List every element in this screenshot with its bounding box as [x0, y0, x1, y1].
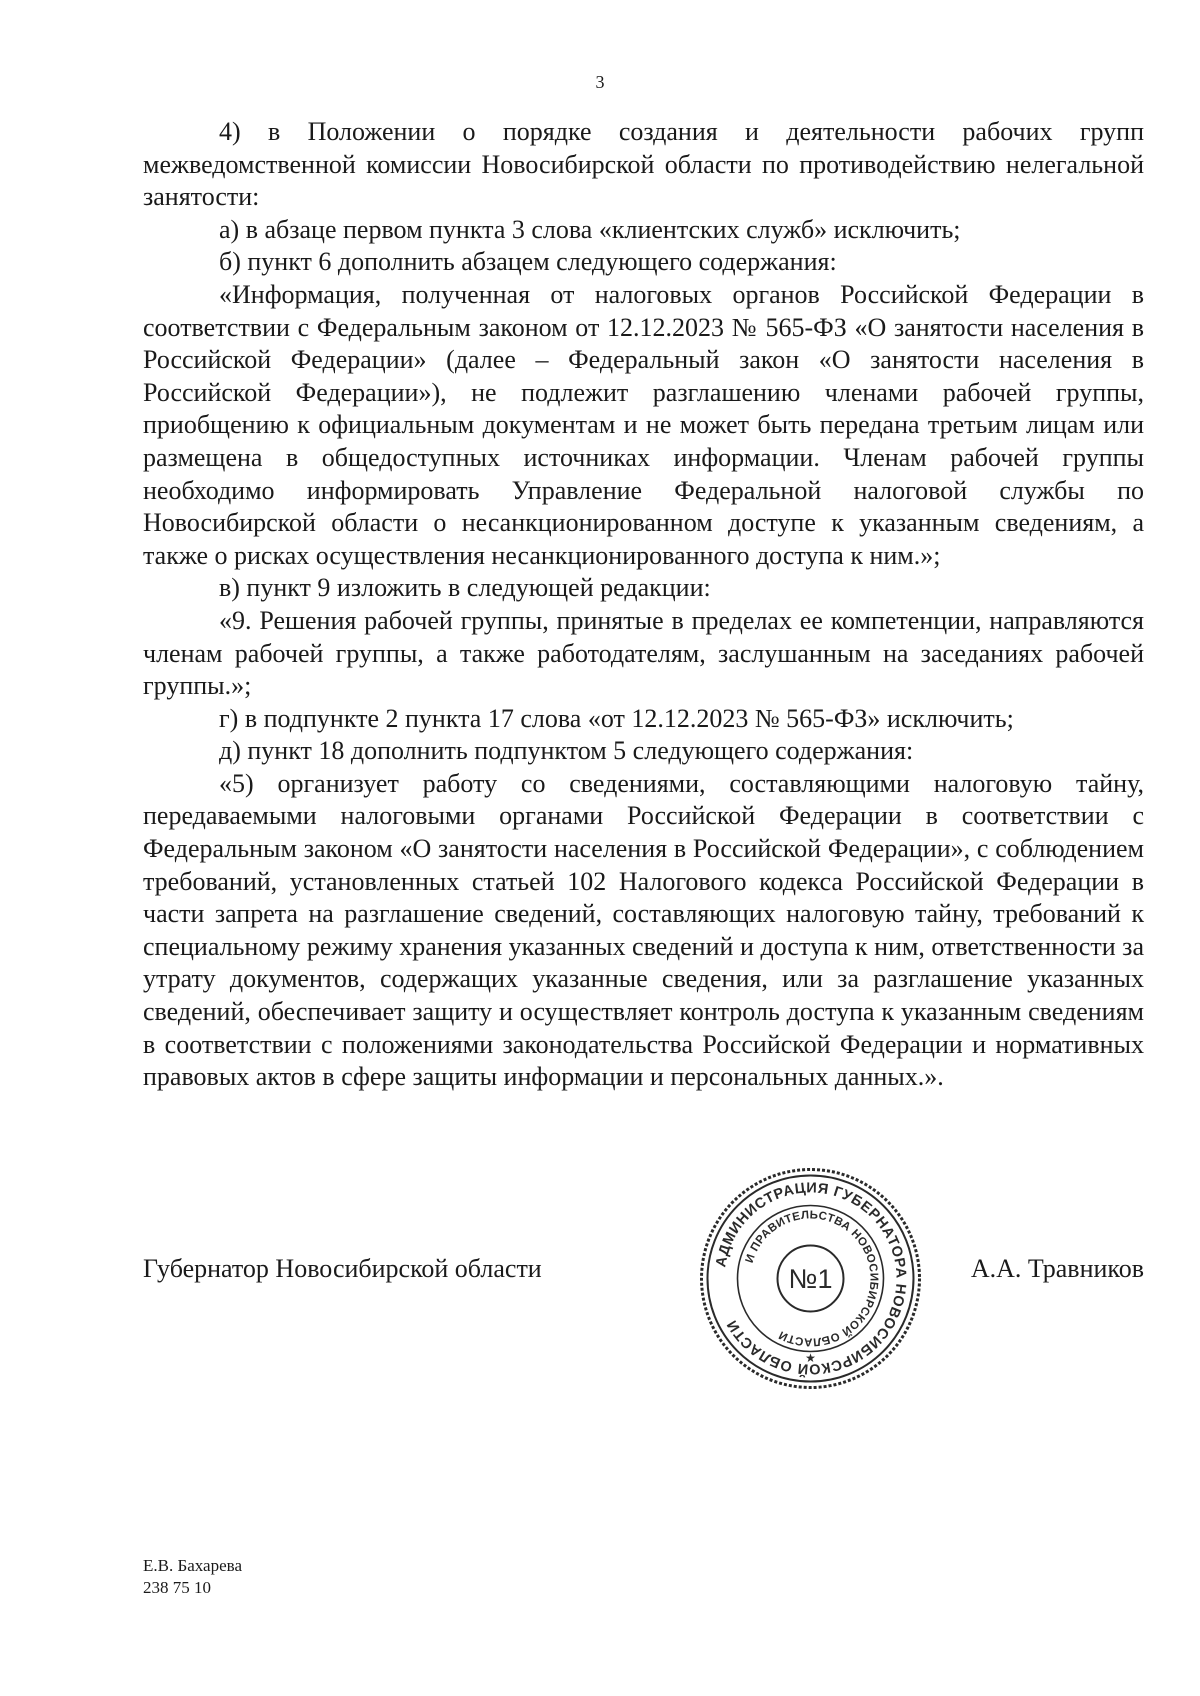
- seal-inner-text: И ПРАВИТЕЛЬСТВА НОВОСИБИРСКОЙ ОБЛАСТИ: [743, 1209, 880, 1348]
- paragraph-subitem-v: в) пункт 9 изложить в следующей редакции:: [219, 573, 711, 603]
- page-number: 3: [595, 72, 605, 92]
- executor-phone: 238 75 10: [143, 1578, 211, 1597]
- paragraph-item-4: 4) в Положении о порядке создания и деятельности рабочих групп межведомственной комиссии Новосибирской области по противодействию нелегальной занятости:: [143, 117, 1144, 212]
- seal-outer-text: АДМИНИСТРАЦИЯ ГУБЕРНАТОРА НОВОСИБИРСКОЙ ОБЛАСТИ: [713, 1180, 909, 1377]
- paragraph-subitem-a: а) в абзаце первом пункта 3 слова «клиентских служб» исключить;: [219, 214, 961, 244]
- seal-center-number: №1: [788, 1264, 833, 1294]
- seal-star-icon: ★: [805, 1351, 816, 1365]
- executor-info: [143, 1555, 242, 1599]
- document-body: [143, 116, 1144, 1094]
- paragraph-subitem-d: д) пункт 18 дополнить подпунктом 5 следующего содержания:: [219, 736, 914, 766]
- paragraph-quote-point-9: «9. Решения рабочей группы, принятые в пределах ее компетенции, направляются членам рабочей группы, а также работодателям, заслушанным на заседаниях рабочей группы.»;: [143, 605, 1144, 701]
- official-seal-stamp: [698, 1166, 923, 1391]
- paragraph-quote-subpoint-5: «5) организует работу со сведениями, составляющими налоговую тайну, передаваемыми налоговыми органами Российской Федерации в соответствии с Федеральным законом «О занятости населения в Российской Федерации», с соблюдением требований, установленных статьей 102 Налогового кодекса Российской Федерации в части запрета на разглашение сведений, составляющих налоговую тайну, требований к специальному режиму хранения указанных сведений и доступа к ним, ответственности за утрату документов, содержащих указанные сведения, или за разглашение указанных сведений, обеспечивает защиту и осуществляет контроль доступа к указанным сведениям в соответствии с положениями законодательства Российской Федерации и нормативных правовых актов в сфере защиты информации и персональных данных.».: [143, 768, 1144, 1092]
- paragraph-quote-information: «Информация, полученная от налоговых органов Российской Федерации в соответствии с Федеральным законом от 12.12.2023 № 565-ФЗ «О занятости населения в Российской Федерации» (далее – Федеральный закон «О занятости населения в Российской Федерации»), не подлежит разглашению членами рабочей группы, приобщению к официальным документам и не может быть передана третьим лицам или размещена в общедоступных источниках информации. Членам рабочей группы необходимо информировать Управление Федеральной налоговой службы по Новосибирской области о несанкционированном доступе к указанным сведениям, а также о рисках осуществления несанкционированного доступа к ним.»;: [143, 279, 1144, 570]
- executor-name: Е.В. Бахарева: [143, 1556, 242, 1575]
- signatory-name: А.А. Травников: [970, 1254, 1144, 1283]
- paragraph-subitem-g: г) в подпункте 2 пункта 17 слова «от 12.12.2023 № 565-ФЗ» исключить;: [219, 703, 1014, 733]
- signatory-position: Губернатор Новосибирской области: [143, 1254, 542, 1283]
- paragraph-subitem-b: б) пункт 6 дополнить абзацем следующего содержания:: [219, 247, 837, 277]
